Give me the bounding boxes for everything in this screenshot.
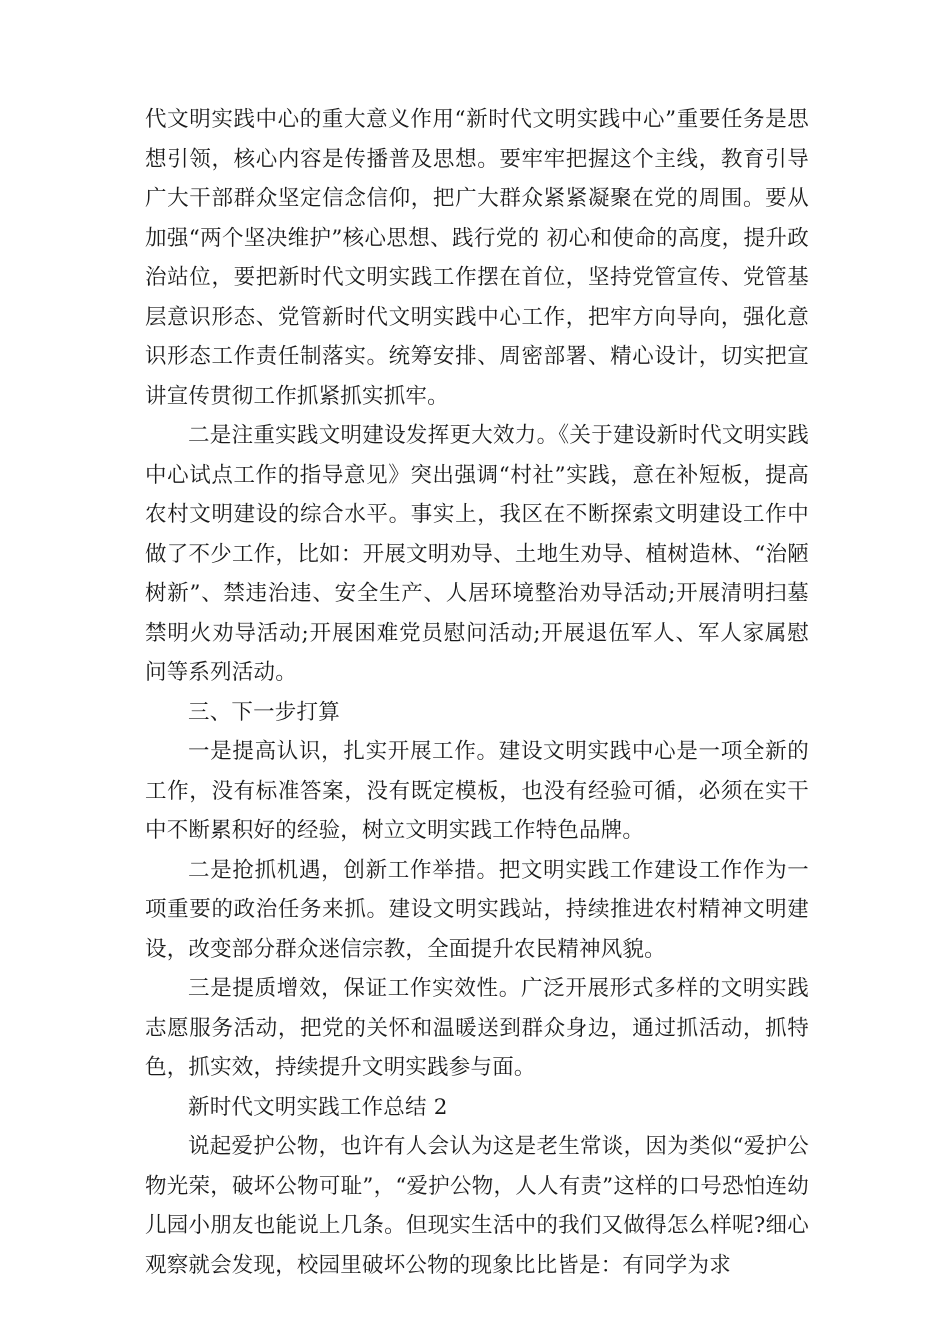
document-page — [145, 100, 809, 1285]
paragraph-4: 二是抢抓机遇，创新工作举措。把文明实践工作建设工作作为一项重要的政治任务来抓。建设文明实践站，持续推进农村精神文明建设，改变部分群众迷信宗教，全面提升农民精神风貌。 — [145, 857, 809, 962]
paragraph-6: 说起爱护公物，也许有人会认为这是老生常谈，因为类似“爱护公物光荣，破坏公物可耻”，“爱护公物，人人有责”这样的口号恐怕连幼儿园小朋友也能说上几条。但现实生活中的我们又做得怎么样呢?细心观察就会发现，校园里破坏公物的现象比比皆是：有同学为求 — [145, 1134, 809, 1278]
paragraph-3: 一是提高认识，扎实开展工作。建设文明实践中心是一项全新的工作，没有标准答案，没有既定模板，也没有经验可循，必须在实干中不断累积好的经验，树立文明实践工作特色品牌。 — [145, 739, 809, 843]
article-title: 新时代文明实践工作总结 2 — [188, 1094, 448, 1120]
paragraph-1: 代文明实践中心的重大意义作用“新时代文明实践中心”重要任务是思想引领，核心内容是传播普及思想。要牢牢把握这个主线，教育引导广大干部群众坚定信念信仰，把广大群众紧紧凝聚在党的周围。要从加强“两个坚决维护”核心思想、践行党的 初心和使命的高度，提升政治站位，要把新时代文明实践工作摆在首位，坚持党管宣传、党管基层意识形态、党管新时代文明实践中心工作，把牢方向导向，强化意识形态工作责任制落实。统筹安排、周密部署、精心设计，切实把宣讲宣传贯彻工作抓紧抓实抓牢。 — [145, 107, 809, 409]
paragraph-5: 三是提质增效，保证工作实效性。广泛开展形式多样的文明实践志愿服务活动，把党的关怀和温暖送到群众身边，通过抓活动，抓特色，抓实效，持续提升文明实践参与面。 — [145, 976, 809, 1080]
section-heading: 三、下一步打算 — [188, 699, 340, 725]
paragraph-2: 二是注重实践文明建设发挥更大效力。《关于建设新时代文明实践中心试点工作的指导意见》突出强调“村社”实践，意在补短板，提高农村文明建设的综合水平。事实上，我区在不断探索文明建设工作中做了不少工作，比如：开展文明劝导、土地生劝导、植树造林、“治陋树新”、禁违治违、安全生产、人居环境整治劝导活动;开展清明扫墓禁明火劝导活动;开展困难党员慰问活动;开展退伍军人、军人家属慰问等系列活动。 — [145, 423, 809, 685]
